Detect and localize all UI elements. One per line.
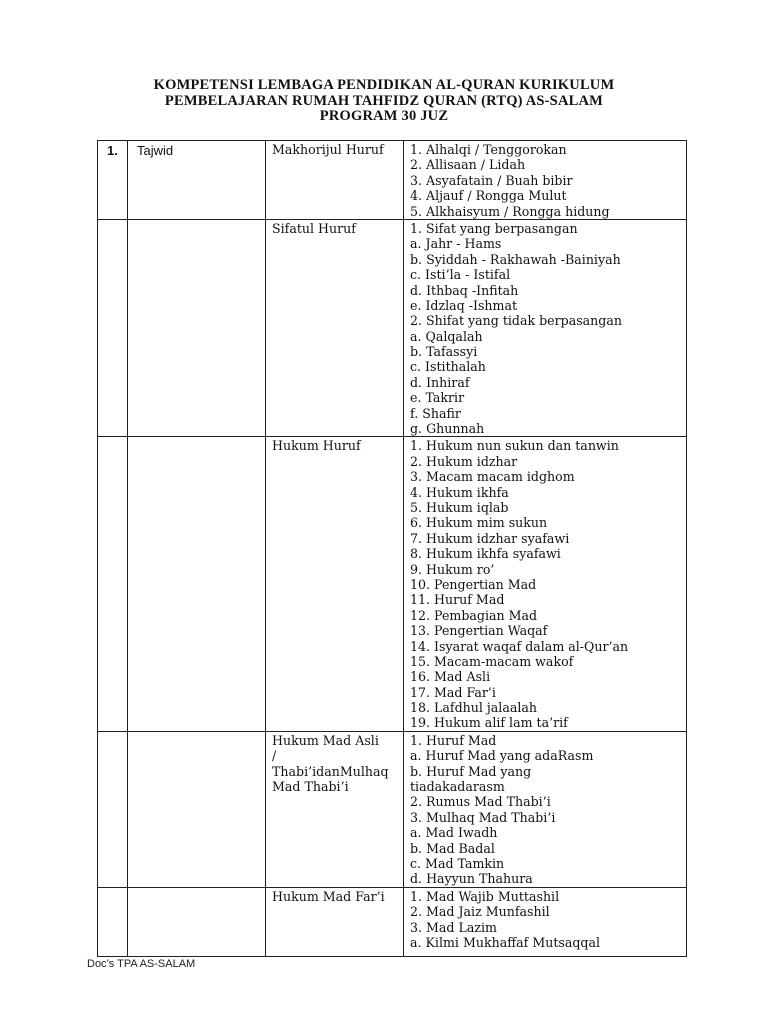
- items-cell: [404, 141, 687, 220]
- list-item: c. Isti’la - Istifal: [410, 267, 511, 283]
- table-row: [98, 887, 687, 956]
- list-item: a. Huruf Mad yang adaRasm: [410, 748, 594, 764]
- list-item: c. Mad Tamkin: [410, 855, 505, 871]
- empty-cell: [128, 887, 266, 956]
- list-item: 19. Hukum alif lam ta’rif: [410, 715, 568, 731]
- list-item: b. Huruf Mad yang: [410, 763, 532, 779]
- list-item: 3. Mad Lazim: [410, 919, 497, 935]
- list-item: 2. Allisaan / Lidah: [410, 157, 526, 173]
- list-item: 12. Pembagian Mad: [410, 607, 538, 623]
- list-item: 10. Pengertian Mad: [410, 576, 537, 592]
- empty-cell: [98, 887, 128, 956]
- topic-cell: [266, 219, 404, 436]
- list-item: b. Mad Badal: [410, 840, 495, 856]
- list-item: 2. Hukum idzhar: [410, 453, 518, 469]
- empty-cell: [98, 437, 128, 731]
- list-item: 16. Mad Asli: [410, 669, 491, 685]
- topic-line: Hukum Huruf: [272, 438, 361, 454]
- list-item: 7. Hukum idzhar syafawi: [410, 530, 570, 546]
- title-line-3: PROGRAM 30 JUZ: [319, 108, 449, 125]
- list-item: 1. Hukum nun sukun dan tanwin: [410, 438, 619, 454]
- list-item: e. Takrir: [410, 390, 465, 406]
- topic-line: Makhorijul Huruf: [272, 142, 384, 157]
- topic-line: Hukum Mad Far’i: [272, 888, 385, 904]
- table-row: [98, 437, 687, 731]
- empty-cell: [98, 219, 128, 436]
- list-item: 3. Macam macam idghom: [410, 469, 575, 485]
- list-item: a. Qalqalah: [410, 328, 483, 344]
- list-item: 1. Sifat yang berpasangan: [410, 220, 578, 236]
- empty-cell: [98, 731, 128, 887]
- title-line-2: PEMBELAJARAN RUMAH TAHFIDZ QURAN (RTQ) AS-SALAM: [164, 92, 604, 109]
- list-item: 1. Alhalqi / Tenggorokan: [410, 142, 567, 157]
- topic-line: Thabi’idanMulhaq: [272, 763, 389, 779]
- curriculum-table: [97, 140, 687, 957]
- list-item: 5. Hukum iqlab: [410, 499, 509, 515]
- list-item: 3. Mulhaq Mad Thabi’i: [410, 809, 556, 825]
- list-item: 2. Rumus Mad Thabi’i: [410, 794, 551, 810]
- list-item: a. Mad Iwadh: [410, 825, 498, 841]
- list-item: 14. Isyarat waqaf dalam al-Qur’an: [410, 638, 629, 654]
- table-row: [98, 141, 687, 220]
- list-item: d. Ithbaq -Infitah: [410, 282, 519, 298]
- list-item: 1. Huruf Mad: [410, 732, 497, 748]
- list-item: d. Hayyun Thahura: [410, 871, 533, 887]
- title-line-1: KOMPETENSI LEMBAGA PENDIDIKAN AL-QURAN KURIKULUM: [153, 77, 615, 93]
- table-row: [98, 731, 687, 887]
- list-item: 13. Pengertian Waqaf: [410, 623, 548, 639]
- footer-text: Doc’s TPA AS-SALAM: [87, 958, 196, 970]
- list-item: g. Ghunnah: [410, 421, 485, 437]
- list-item: 8. Hukum ikhfa syafawi: [410, 546, 561, 562]
- list-item: 5. Alkhaisyum / Rongga hidung: [410, 203, 610, 219]
- list-item: 6. Hukum mim sukun: [410, 515, 548, 531]
- topic-cell: [266, 731, 404, 887]
- list-item: b. Syiddah - Rakhawah -Bainiyah: [410, 251, 621, 267]
- list-item: b. Tafassyi: [410, 344, 478, 360]
- list-item: 9. Hukum ro’: [410, 561, 495, 577]
- topic-line: Mad Thabi’i: [272, 779, 349, 795]
- items-cell: [404, 437, 687, 731]
- list-item: f. Shafir: [410, 405, 461, 421]
- items-cell: [404, 731, 687, 887]
- list-item: a. Kilmi Mukhaffaf Mutsaqqal: [410, 934, 601, 950]
- list-item: 2. Mad Jaiz Munfashil: [410, 904, 550, 920]
- list-item: c. Istithalah: [410, 359, 486, 375]
- list-item: 4. Hukum ikhfa: [410, 484, 509, 500]
- list-item: 3. Asyafatain / Buah bibir: [410, 172, 573, 188]
- list-item: 15. Macam-macam wakof: [410, 653, 574, 669]
- topic-line: /: [272, 748, 277, 764]
- empty-cell: [128, 437, 266, 731]
- list-item: 2. Shifat yang tidak berpasangan: [410, 313, 622, 329]
- empty-cell: [128, 219, 266, 436]
- empty-cell: [128, 731, 266, 887]
- items-cell: [404, 887, 687, 956]
- table-row: [98, 219, 687, 436]
- list-item: 18. Lafdhul jalaalah: [410, 700, 537, 716]
- topic-cell: [266, 887, 404, 956]
- subject-cell: Tajwid: [128, 141, 266, 220]
- topic-line: Hukum Mad Asli: [272, 732, 379, 748]
- list-item: 1. Mad Wajib Muttashil: [410, 888, 560, 904]
- topic-cell: [266, 141, 404, 220]
- list-item: a. Jahr - Hams: [410, 236, 502, 252]
- topic-cell: [266, 437, 404, 731]
- row-number: 1.: [98, 141, 128, 220]
- items-cell: [404, 219, 687, 436]
- list-item: e. Idzlaq -Ishmat: [410, 297, 518, 313]
- list-item: tiadakadarasm: [410, 779, 505, 795]
- list-item: 11. Huruf Mad: [410, 592, 505, 608]
- list-item: d. Inhiraf: [410, 374, 470, 390]
- document-title: [0, 78, 768, 125]
- list-item: 4. Aljauf / Rongga Mulut: [410, 188, 567, 204]
- list-item: 17. Mad Far’i: [410, 684, 496, 700]
- topic-line: Sifatul Huruf: [272, 220, 356, 236]
